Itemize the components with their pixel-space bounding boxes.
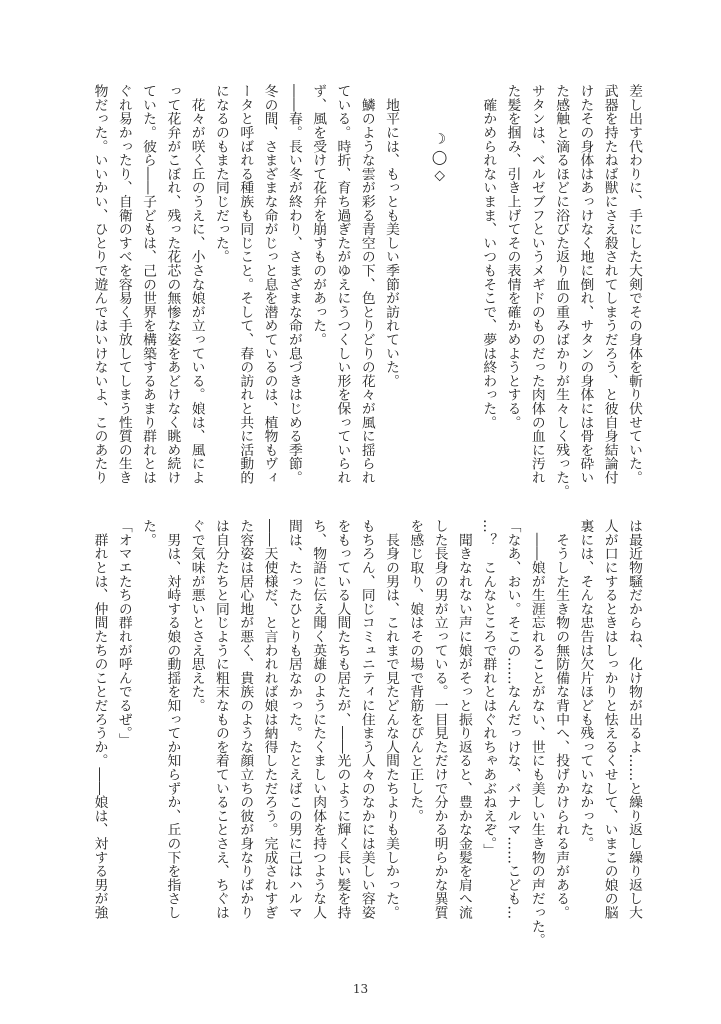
text-line: た髪を掴み、引き上げてその表情を確かめようとする。 [504, 84, 521, 429]
page-number: 13 [352, 982, 369, 996]
text-line: になるのもまた同じだった。 [212, 84, 229, 264]
upper-text-block [86, 84, 646, 498]
text-line: ――天使様だ、と言われれば娘は納得しただろう。完成されすぎ [261, 519, 278, 920]
text-line: ていた。彼ら――子どもは、己の世界を構築するあまり群れとは [140, 84, 157, 485]
text-line: ず、風を受けて花弁を崩すものがあった。 [310, 84, 327, 347]
text-line: 「オマエたちの群れが呼んでるぜ。」 [115, 519, 132, 747]
text-line: サタンは、ベルゼブフというメギドのものだった肉体の血に汚れ [528, 84, 545, 485]
text-line [452, 84, 476, 489]
lower-text-block [86, 519, 646, 947]
text-line: 物だった。いいかい、ひとりで遊んではいけないよ、このあたり [91, 84, 108, 485]
text-line: 人が口にするときはしっかりと怯えるくせして、いまこの娘の脳 [601, 519, 618, 920]
text-line: 確かめられないまま、いつもそこで、夢は終わった。 [480, 84, 497, 429]
text-line: は自分たちと同じように粗末なものを着ていることさえ、ちぐは [212, 519, 229, 920]
text-line: 「なあ、おい。そこの……なんだっけな、バナルマ……こども… [504, 519, 521, 920]
text-line: そうした生き物の無防備な背中へ、投げかけられる声がある。 [553, 519, 570, 920]
text-line: 差し出す代わりに、手にした大剣でその身体を斬り伏せていた。 [626, 84, 642, 485]
text-line: ータと呼ばれる種族も同じこと。そして、春の訪れと共に活動的 [237, 84, 254, 485]
text-line: ぐれ易かったり、自衛のすべを容易く手放してしまう性質の生き [115, 84, 132, 485]
text-line: ぐで気味が悪いとさえ思えた。 [188, 519, 205, 713]
text-line: 冬の間、さまざまな命がじっと息を潜めているのは、植物もヴィ [261, 84, 278, 485]
text-line: 花々が咲く丘のうえに、小さな娘が立っている。娘は、風によ [188, 84, 205, 485]
text-line: 地平には、もっとも美しい季節が訪れていた。 [383, 84, 400, 388]
text-line: 鱗のような雲が彩る青空の下、色とりどりの花々が風に揺られ [358, 84, 375, 485]
text-line: 裏には、そんな忠告は欠片ほども残っていなかった。 [577, 519, 594, 851]
text-line: 間は、たったひとりも居なかった。たとえばこの男に己はハルマ [285, 519, 302, 920]
text-line: 武器を持たねば獣にさえ殺されてしまうだろう、と彼自身結論付 [601, 84, 618, 485]
text-line: した長身の男が立っている。一目見ただけで分かる明らかな異質 [431, 519, 448, 920]
text-line: は最近物騒だからね、化け物が出るよ……と繰り返し繰り返し大 [626, 519, 642, 920]
text-line: 聞きなれない声に娘がそっと振り返ると、豊かな金髪を肩へ流 [455, 519, 472, 920]
text-line: ている。時折、育ち過ぎたがゆえにうつくしい形を保っていられ [334, 84, 351, 485]
text-line: って花弁がこぼれ、残った花芯の無惨な姿をあどけなく眺め続け [164, 84, 181, 485]
text-line: た容姿は居心地が悪く、貴族のような顔立ちの彼が身なりばかり [237, 519, 254, 920]
text-line: 男は、対峙する娘の動揺を知ってか知らずか、丘の下を指さし [164, 519, 181, 920]
section-break-ornament: ☽◯◇ [431, 84, 448, 186]
text-line: た。 [140, 519, 157, 547]
text-line: 長身の男は、これまで見たどんな人間たちよりも美しかった。 [383, 519, 400, 920]
text-line: を感じ取り、娘はその場で背筋をぴんと正した。 [407, 519, 424, 823]
text-line: もちろん、同じコミュニティに住まう人々のなかには美しい容姿 [358, 519, 375, 920]
text-line: た感触と滴るほどに浴びた返り血の重みばかりが生々しく残った。 [553, 84, 570, 498]
text-line [403, 84, 427, 489]
text-line: をもっている人間たちも居たが、――光のように輝く長い髪を持 [334, 519, 351, 920]
text-line: けたその身体はあっけなく地に倒れ、サタンの身体には骨を砕い [577, 84, 594, 485]
text-line: ――春。長い冬が終わり、さまざまな命が息づきはじめる季節。 [285, 84, 302, 485]
text-line: ――娘が生涯忘れることがない、世にも美しい生き物の声だった。 [528, 519, 545, 947]
text-line: 群れとは、仲間たちのことだろうか。――娘は、対する男が強 [91, 519, 108, 920]
text-line: ち、物語に伝え聞く英雄のようにたくましい肉体を持つような人 [310, 519, 327, 920]
text-line: …？ こんなところで群れとはぐれちゃあぶねえぞ。」 [480, 519, 497, 858]
